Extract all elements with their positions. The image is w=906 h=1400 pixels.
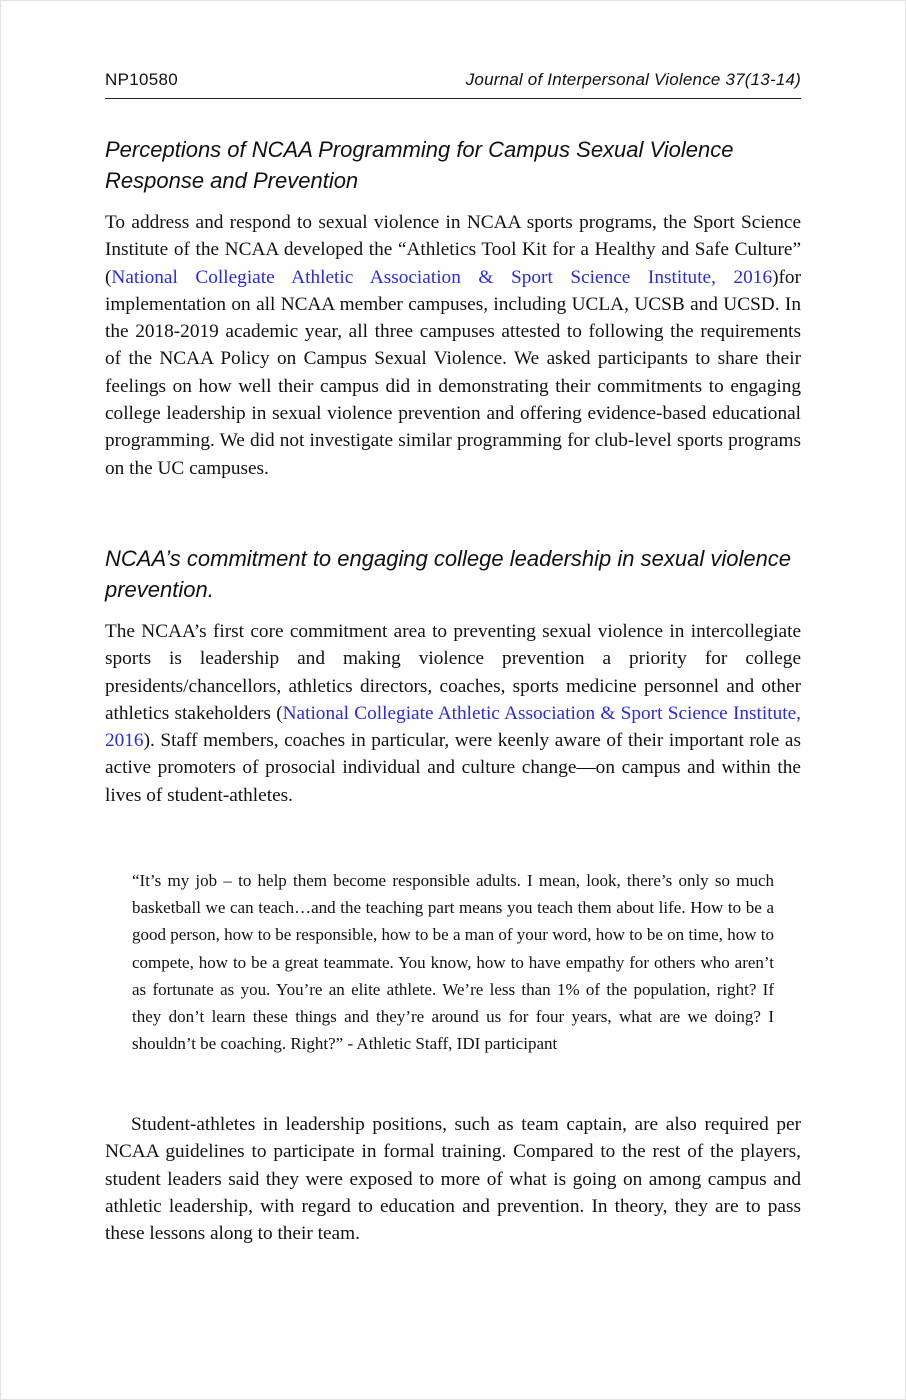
running-header [105,70,801,100]
paragraph-toolkit [105,209,801,482]
paragraph-student-leaders [105,1111,801,1247]
section-heading-perceptions: Perceptions of NCAA Programming for Campus Sexual Violence Response and Prevention [105,137,734,193]
block-quote: “It’s my job – to help them become responsible adults. I mean, look, there’s only so much basketball we can teach…and the teaching part means you teach them about life. How to be a good person, how to be responsible, how to be a man of your word, how to be on time, how to compete, how to be a great teammate. You know, how to have empathy for others who aren’t as fortunate as you. You’re an elite athlete. We’re less than 1% of the population, right? If they don’t learn these things and they’re around us for four years, what are we doing? I shouldn’t be coaching. Right?” - Athletic Staff, IDI participant [132,871,774,1054]
journal-title: Journal of Interpersonal Violence 37(13-14) [465,70,801,89]
header-rule [105,98,801,99]
citation-link[interactable]: National Collegiate Athletic Association & Sport Science Institute, 2016 [111,266,773,288]
paragraph-leadership [105,618,801,809]
page-number: NP10580 [105,70,178,89]
citation-link[interactable]: National Collegiate Athletic Association & Sport Science Institute, 2016 [105,702,801,752]
paragraph-text: ). Staff members, coaches in particular, were keenly aware of their important role as active promoters of prosocial individual and culture change—on campus and within the lives of student-athletes. [105,730,801,806]
paragraph-text: To address and respond to sexual violence in NCAA sports programs, the Sport Science Institute of the NCAA developed the “Athletics Tool Kit for a Healthy and Safe Culture” ( [105,212,801,288]
paragraph-text: The NCAA’s first core commitment area to preventing sexual violence in intercollegiate sports is leadership and making violence prevention a priority for college presidents/chancellors, athletics directors, coaches, sports medicine personnel and other athletics stakeholders ( [105,621,801,724]
subsection-heading-leadership: NCAA’s commitment to engaging college leadership in sexual violence prevention. [105,546,792,602]
paragraph-text: )for implementation on all NCAA member campuses, including UCLA, UCSB and UCSD. In the 2018-2019 academic year, all three campuses attested to following the requirements of the NCAA Policy on Campus Sexual Violence. We asked participants to share their feelings on how well their campus did in demonstrating their commitments to engaging college leadership in sexual violence prevention and offering evidence-based educational programming. We did not investigate similar programming for club-level sports programs on the UC campuses. [105,266,801,479]
paragraph-text: Student-athletes in leadership positions, such as team captain, are also required per NCAA guidelines to participate in formal training. Compared to the rest of the players, student leaders said they were exposed to more of what is going on among campus and athletic leadership, with regard to education and prevention. In theory, they are to pass these lessons along to their team. [105,1114,801,1245]
